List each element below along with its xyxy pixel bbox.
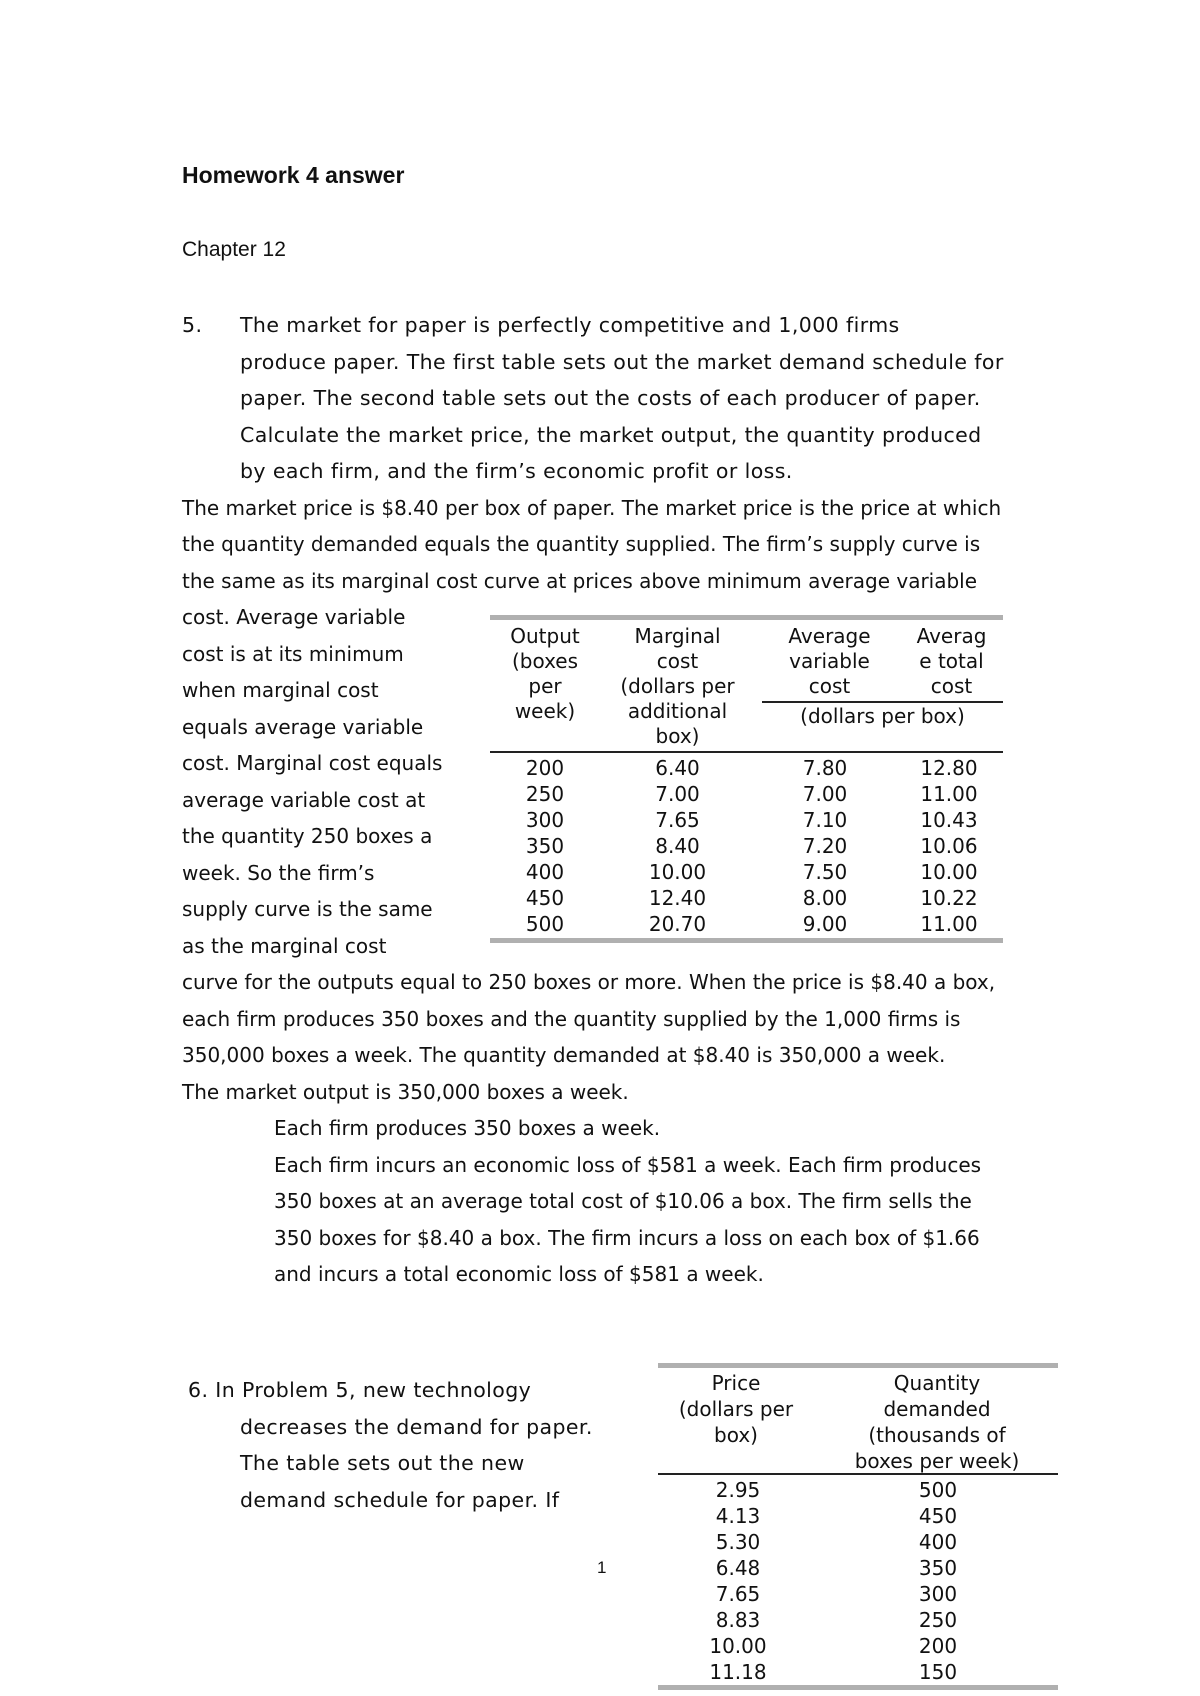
header-line: (dollars per — [620, 674, 735, 698]
table-cell: 12.40 — [648, 886, 707, 910]
question-5-number: 5. — [182, 313, 203, 337]
table-row — [658, 1555, 1058, 1581]
header-line: cost — [656, 649, 699, 673]
demand-table — [658, 1477, 1058, 1685]
header-line: Price — [711, 1371, 761, 1395]
page-title: Homework 4 answer — [182, 162, 405, 188]
question-6-line: 6. In Problem 5, new technology — [188, 1378, 532, 1402]
table-cell: 9.00 — [802, 912, 848, 936]
table-cell: 11.00 — [920, 782, 978, 806]
answer-line: each firm produces 350 boxes and the quantity supplied by the 1,000 firms is — [182, 1007, 961, 1031]
question-6-line: The table sets out the new — [240, 1451, 525, 1475]
header-line: (thousands of — [868, 1423, 1006, 1447]
table-cell: 7.50 — [802, 860, 848, 884]
table-row — [490, 807, 1003, 833]
header-line: variable — [789, 649, 870, 673]
table-cell: 300 — [525, 808, 565, 832]
table-cell: 8.83 — [715, 1608, 761, 1632]
answer-line: and incurs a total economic loss of $581 a week. — [274, 1262, 764, 1286]
table-row — [490, 781, 1003, 807]
table-cell: 11.18 — [709, 1660, 767, 1684]
header-line: e total — [919, 649, 984, 673]
table-bottom-rule — [490, 938, 1003, 943]
table-row — [490, 755, 1003, 781]
answer-line: cost is at its minimum — [182, 642, 404, 666]
answer-line: 350 boxes for $8.40 a box. The firm incurs a loss on each box of $1.66 — [274, 1226, 980, 1250]
table-cell: 7.20 — [802, 834, 848, 858]
question-6-line: demand schedule for paper. If — [240, 1488, 560, 1512]
table-row — [490, 859, 1003, 885]
table-cell: 7.65 — [715, 1582, 761, 1606]
header-line: Quantity — [893, 1371, 981, 1395]
table-cell: 10.00 — [709, 1634, 767, 1658]
header-line: Average — [788, 624, 871, 648]
table-cell: 7.80 — [802, 756, 848, 780]
demand-table-bottom-rule — [658, 1685, 1058, 1690]
table-cell: 7.00 — [802, 782, 848, 806]
answer-line: Each firm produces 350 boxes a week. — [274, 1116, 661, 1140]
question-6-line: decreases the demand for paper. — [240, 1415, 593, 1439]
answer-line: when marginal cost — [182, 678, 379, 702]
table-row — [658, 1503, 1058, 1529]
table-cell: 250 — [918, 1608, 958, 1632]
table-cell: 10.43 — [920, 808, 978, 832]
header-average-total-cost — [900, 624, 1003, 699]
table-row — [658, 1607, 1058, 1633]
header-line: per — [528, 674, 562, 698]
answer-line: 350,000 boxes a week. The quantity demanded at $8.40 is 350,000 a week. — [182, 1043, 946, 1067]
answer-line: Each firm incurs an economic loss of $581 a week. Each firm produces — [274, 1153, 982, 1177]
header-output — [490, 624, 600, 724]
table-cell: 20.70 — [648, 912, 707, 936]
answer-line: equals average variable — [182, 715, 424, 739]
table-cell: 200 — [918, 1634, 958, 1658]
question-5-line: Calculate the market price, the market output, the quantity produced — [240, 423, 982, 447]
table-cell: 8.40 — [655, 834, 700, 858]
question-5-line: The market for paper is perfectly competitive and 1,000 firms — [240, 313, 900, 337]
header-line: box) — [655, 724, 700, 748]
answer-line: the same as its marginal cost curve at prices above minimum average variable — [182, 569, 978, 593]
header-line: Output — [510, 624, 580, 648]
table-row — [658, 1529, 1058, 1555]
header-line: box) — [714, 1423, 758, 1447]
table-header-rule — [490, 751, 1003, 753]
answer-line: cost. Marginal cost equals — [182, 751, 443, 775]
question-5-line: by each firm, and the firm’s economic profit or loss. — [240, 459, 793, 483]
cost-table — [490, 755, 1003, 937]
table-cell: 150 — [918, 1660, 958, 1684]
demand-table-header-rule — [658, 1473, 1058, 1475]
table-cell: 500 — [525, 912, 565, 936]
header-line: Averag — [916, 624, 987, 648]
table-cell: 250 — [525, 782, 565, 806]
subheader-rule — [762, 701, 1003, 703]
answer-line: The market price is $8.40 per box of paper. The market price is the price at which — [182, 496, 1002, 520]
table-cell: 7.00 — [655, 782, 700, 806]
table-row — [658, 1633, 1058, 1659]
table-row — [490, 911, 1003, 937]
table-cell: 350 — [525, 834, 565, 858]
table-cell: 400 — [525, 860, 565, 884]
table-cell: 10.00 — [920, 860, 978, 884]
table-cell: 7.65 — [655, 808, 700, 832]
table-cell: 10.00 — [648, 860, 707, 884]
answer-line: the quantity 250 boxes a — [182, 824, 433, 848]
answer-line: supply curve is the same — [182, 897, 433, 921]
answer-line: the quantity demanded equals the quantity supplied. The firm’s supply curve is — [182, 532, 981, 556]
table-row — [490, 833, 1003, 859]
table-cell: 2.95 — [715, 1478, 761, 1502]
header-line: demanded — [883, 1397, 991, 1421]
header-line: boxes per week) — [854, 1449, 1020, 1473]
answer-line: week. So the firm’s — [182, 861, 375, 885]
header-line: cost — [808, 674, 851, 698]
table-top-rule — [490, 615, 1003, 620]
answer-line: curve for the outputs equal to 250 boxes or more. When the price is $8.40 a box, — [182, 970, 996, 994]
header-unit: (dollars per box) — [800, 704, 965, 728]
header-quantity-demanded — [826, 1370, 1048, 1474]
answer-line: as the marginal cost — [182, 934, 387, 958]
question-5-line: produce paper. The first table sets out the market demand schedule for — [240, 350, 1004, 374]
table-cell: 200 — [525, 756, 565, 780]
header-line: week) — [514, 699, 576, 723]
answer-line: 350 boxes at an average total cost of $10.06 a box. The firm sells the — [274, 1189, 972, 1213]
table-cell: 6.48 — [715, 1556, 761, 1580]
table-row — [490, 885, 1003, 911]
table-cell: 400 — [918, 1530, 958, 1554]
header-line: (dollars per — [678, 1397, 794, 1421]
table-cell: 350 — [918, 1556, 958, 1580]
table-cell: 12.80 — [920, 756, 978, 780]
table-row — [658, 1581, 1058, 1607]
question-5-line: paper. The second table sets out the costs of each producer of paper. — [240, 386, 981, 410]
answer-line: The market output is 350,000 boxes a week. — [182, 1080, 629, 1104]
table-cell: 500 — [918, 1478, 958, 1502]
answer-line: cost. Average variable — [182, 605, 406, 629]
table-cell: 10.06 — [920, 834, 978, 858]
header-line: cost — [930, 674, 973, 698]
table-row — [658, 1659, 1058, 1685]
table-cell: 10.22 — [920, 886, 978, 910]
answer-line: average variable cost at — [182, 788, 426, 812]
table-cell: 300 — [918, 1582, 958, 1606]
table-cell: 450 — [918, 1504, 958, 1528]
header-line: additional — [627, 699, 728, 723]
table-cell: 6.40 — [655, 756, 700, 780]
header-average-variable-cost — [762, 624, 897, 699]
header-price — [658, 1370, 814, 1448]
page-number: 1 — [597, 1558, 607, 1577]
table-cell: 5.30 — [715, 1530, 761, 1554]
table-cell: 450 — [525, 886, 565, 910]
table-row — [658, 1477, 1058, 1503]
demand-table-top-rule — [658, 1363, 1058, 1368]
table-cell: 11.00 — [920, 912, 978, 936]
header-line: (boxes — [511, 649, 579, 673]
chapter-heading: Chapter 12 — [182, 238, 286, 261]
table-cell: 4.13 — [715, 1504, 761, 1528]
header-marginal-cost — [605, 624, 750, 749]
table-cell: 7.10 — [802, 808, 848, 832]
table-cell: 8.00 — [802, 886, 848, 910]
header-line: Marginal — [634, 624, 721, 648]
